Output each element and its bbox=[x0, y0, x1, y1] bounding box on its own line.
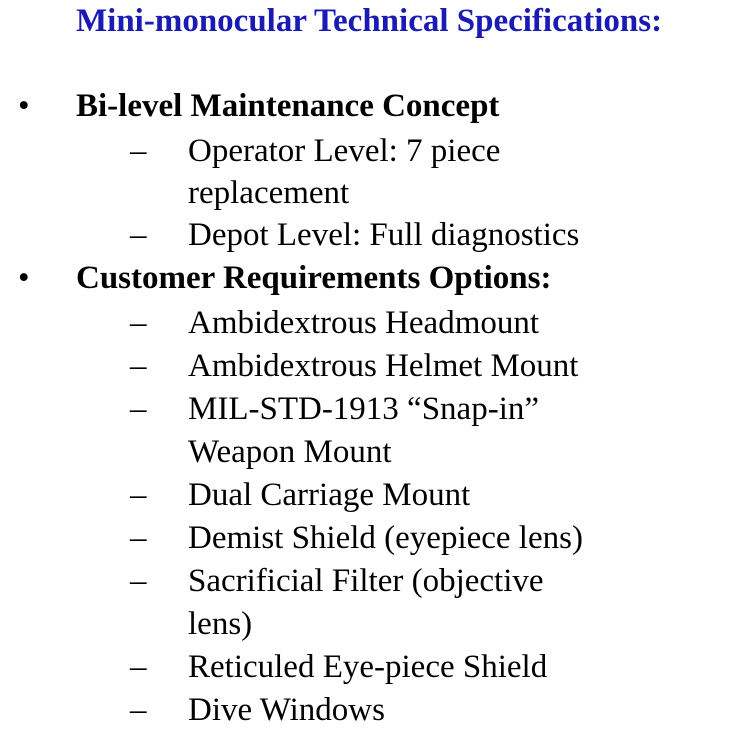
dash-icon: – bbox=[130, 217, 147, 253]
section-heading: Bi-level Maintenance Concept bbox=[76, 88, 500, 124]
sub-item-text: Weapon Mount bbox=[188, 434, 392, 470]
dash-icon: – bbox=[130, 692, 147, 728]
dash-icon: – bbox=[130, 563, 147, 599]
dash-icon: – bbox=[130, 477, 147, 513]
sub-item-text: Demist Shield (eyepiece lens) bbox=[188, 520, 583, 556]
sub-item-text: Reticuled Eye-piece Shield bbox=[188, 649, 548, 685]
sub-item-text: Operator Level: 7 piece bbox=[188, 133, 501, 169]
section-heading: Customer Requirements Options: bbox=[76, 260, 552, 296]
sub-item-text: Ambidextrous Headmount bbox=[188, 305, 540, 341]
sub-item-text: replacement bbox=[188, 175, 350, 211]
sub-item-text: Ambidextrous Helmet Mount bbox=[188, 348, 579, 384]
sub-item-text: Dive Windows bbox=[188, 692, 385, 728]
sub-item-text: lens) bbox=[188, 606, 253, 642]
dash-icon: – bbox=[130, 133, 147, 169]
dash-icon: – bbox=[130, 348, 147, 384]
sub-item-text: Depot Level: Full diagnostics bbox=[188, 217, 580, 253]
bullet-item-customer-requirements bbox=[0, 256, 756, 300]
bullet-icon: • bbox=[18, 260, 30, 296]
dash-icon: – bbox=[130, 391, 147, 427]
sub-item-text: Sacrificial Filter (objective bbox=[188, 563, 544, 599]
page-title: Mini-monocular Technical Specifications: bbox=[76, 3, 663, 39]
bullet-item-maintenance bbox=[0, 84, 756, 128]
dash-icon: – bbox=[130, 649, 147, 685]
dash-icon: – bbox=[130, 520, 147, 556]
dash-icon: – bbox=[130, 305, 147, 341]
bullet-icon: • bbox=[18, 88, 30, 124]
sub-item-text: Dual Carriage Mount bbox=[188, 477, 471, 513]
sub-item-text: MIL-STD-1913 “Snap-in” bbox=[188, 391, 540, 427]
